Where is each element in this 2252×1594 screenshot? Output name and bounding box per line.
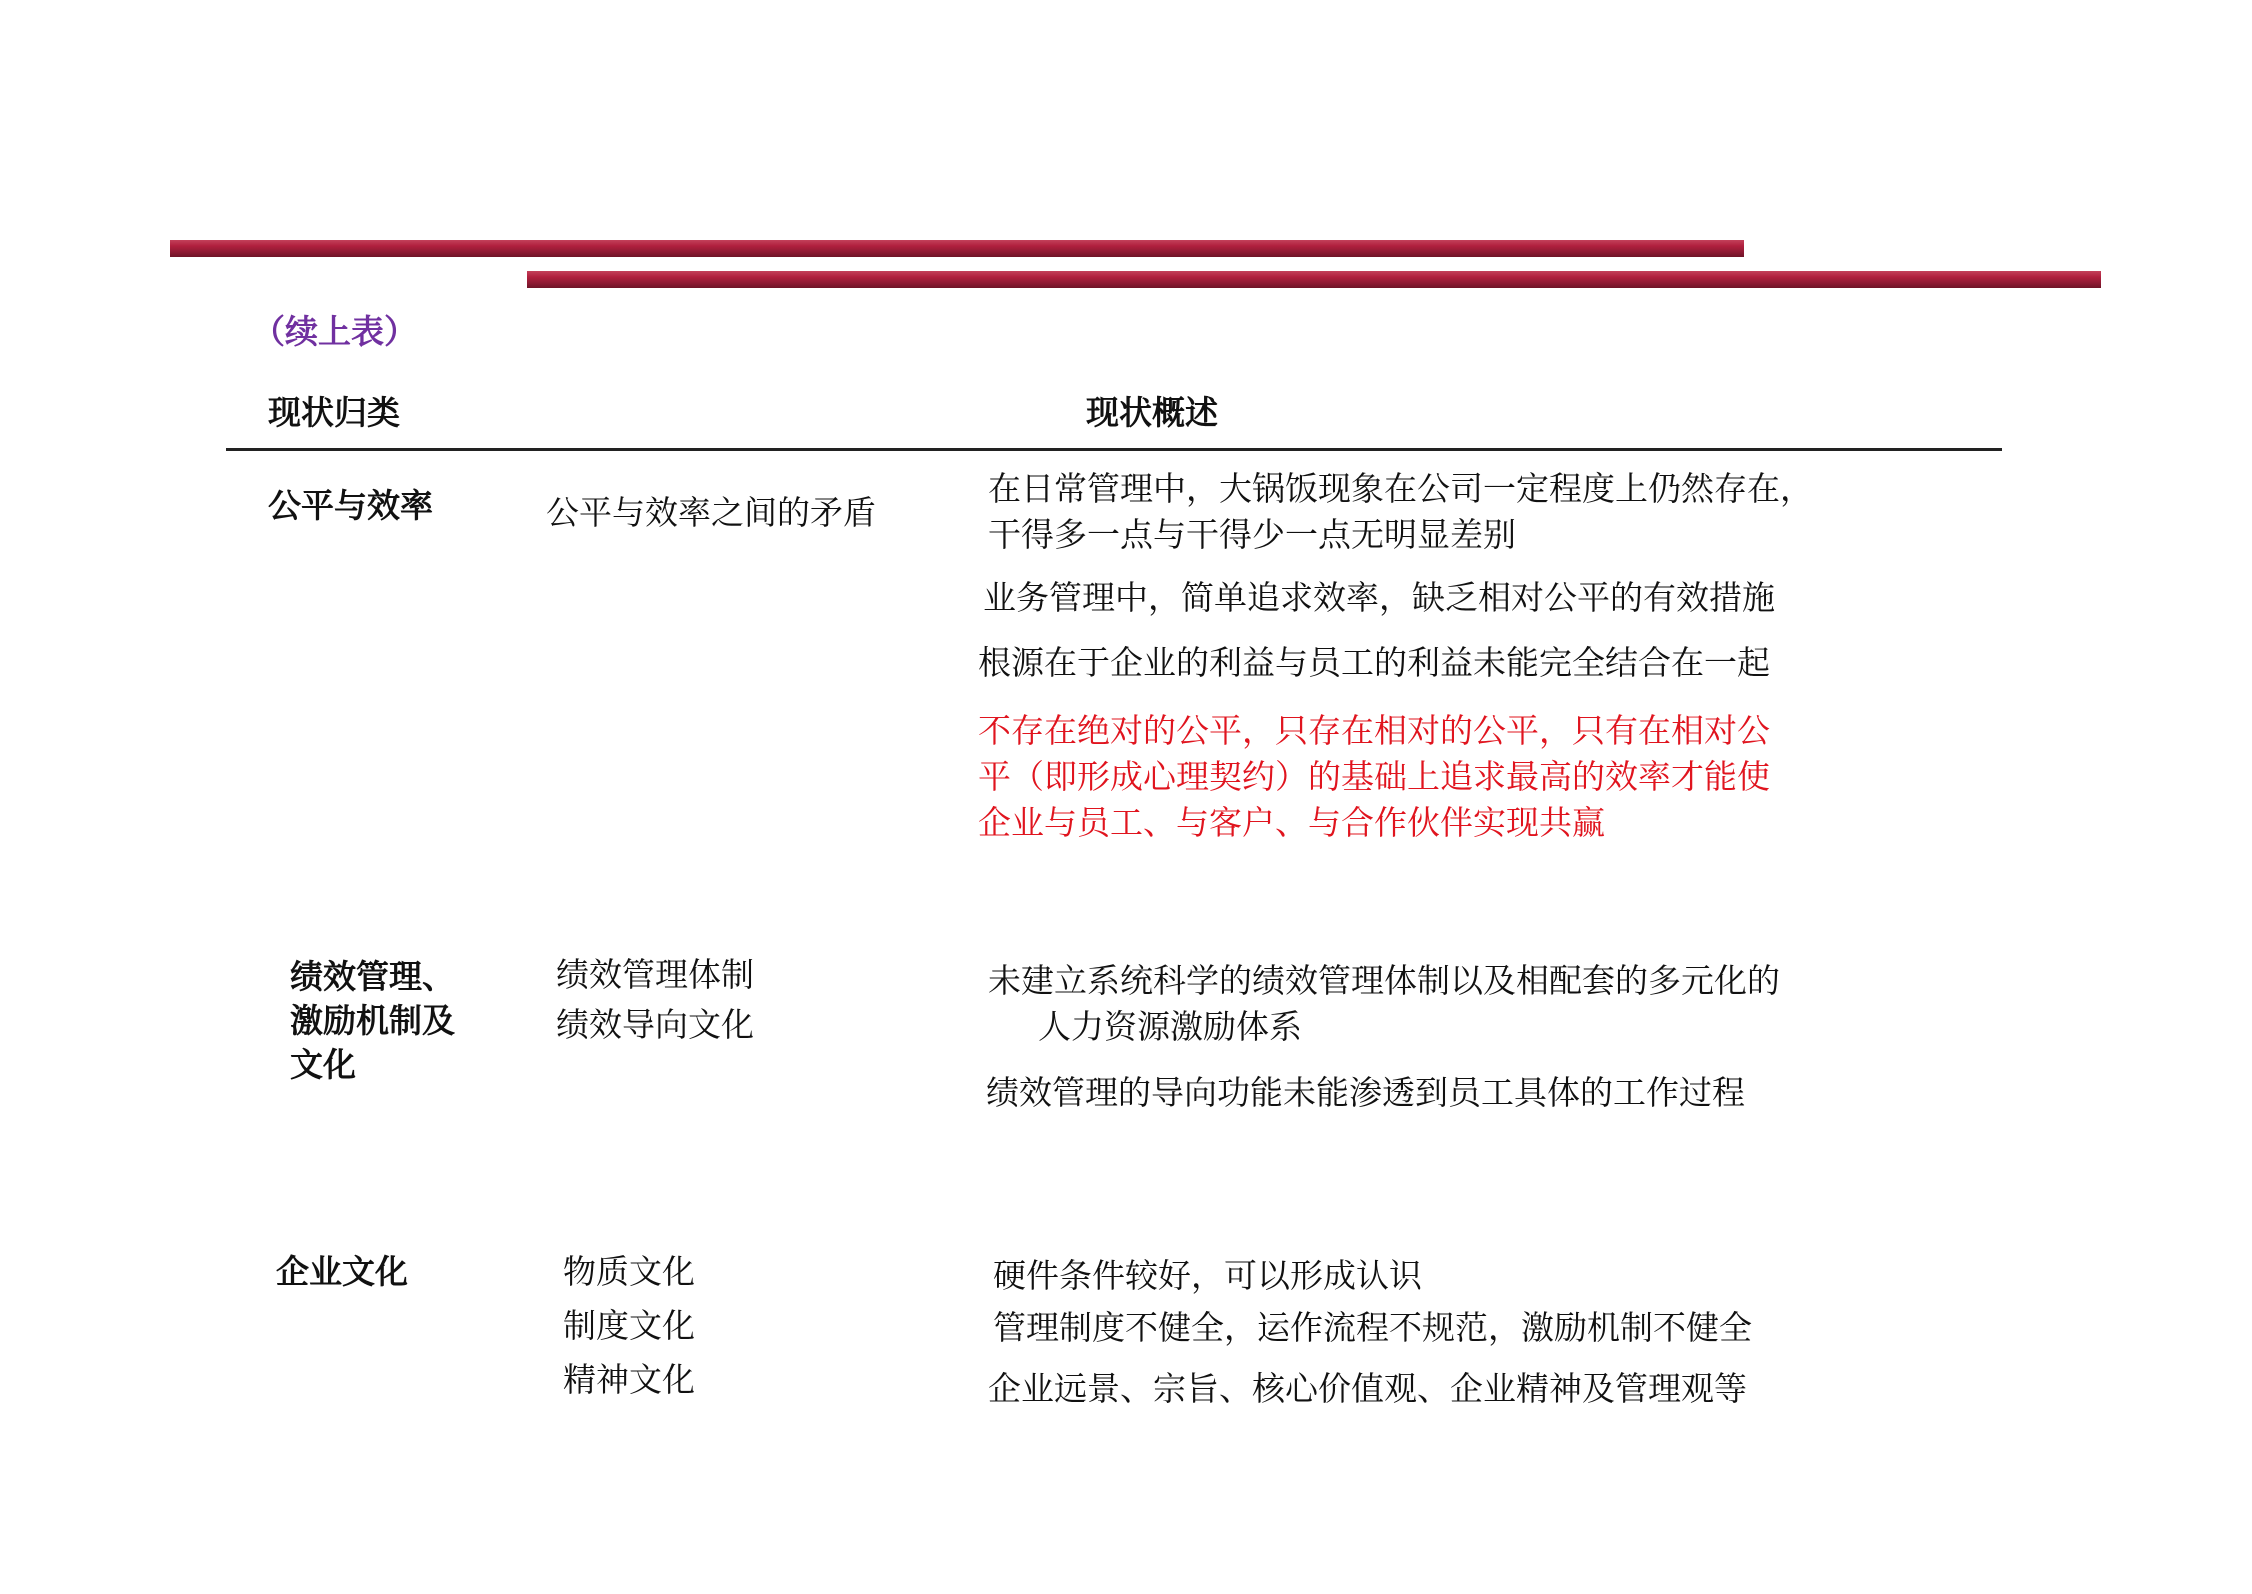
highlight-line: 不存在绝对的公平，只存在相对的公平，只有在相对公	[978, 711, 1770, 750]
subcategory-item: 精神文化	[563, 1360, 695, 1399]
description-line: 未建立系统科学的绩效管理体制以及相配套的多元化的	[988, 961, 1780, 1000]
category-line: 绩效管理、	[290, 957, 455, 996]
column-header-description: 现状概述	[1086, 393, 1218, 432]
row-subcategory-list	[563, 1245, 695, 1407]
row-description-block	[988, 466, 1813, 558]
row-description-line: 业务管理中，简单追求效率，缺乏相对公平的有效措施	[983, 578, 1775, 617]
category-line: 文化	[290, 1045, 356, 1084]
highlight-line: 企业与员工、与客户、与合作伙伴实现共赢	[978, 803, 1605, 842]
row-category-culture	[276, 1250, 408, 1294]
highlight-conclusion	[978, 708, 1770, 846]
subcategory-item: 公平与效率之间的矛盾	[546, 493, 876, 532]
description-line: 人力资源激励体系	[1038, 1007, 1302, 1046]
row-description-line: 根源在于企业的利益与员工的利益未能完全结合在一起	[978, 643, 1770, 682]
description-line: 硬件条件较好，可以形成认识	[993, 1256, 1422, 1295]
row-subcategory-list	[546, 488, 876, 538]
column-header-category: 现状归类	[268, 393, 400, 432]
category-line: 激励机制及	[290, 1001, 455, 1040]
subcategory-item: 绩效管理体制	[556, 955, 754, 994]
category-line: 公平与效率	[268, 486, 433, 525]
row-description-line: 绩效管理的导向功能未能渗透到员工具体的工作过程	[986, 1073, 1745, 1112]
row-category-fairness	[268, 484, 433, 528]
row-category-performance	[290, 955, 455, 1087]
description-line: 管理制度不健全，运作流程不规范，激励机制不健全	[993, 1308, 1752, 1347]
continued-table-note: （续上表）	[252, 312, 417, 351]
subcategory-item: 制度文化	[563, 1306, 695, 1345]
row-description-block	[993, 1250, 1752, 1354]
subcategory-item: 物质文化	[563, 1252, 695, 1291]
category-line: 企业文化	[276, 1252, 408, 1291]
description-line: 在日常管理中，大锅饭现象在公司一定程度上仍然存在，	[988, 469, 1813, 508]
row-subcategory-list	[556, 950, 754, 1050]
decorative-band-bottom	[527, 271, 2101, 288]
description-line: 干得多一点与干得少一点无明显差别	[988, 515, 1516, 554]
decorative-band-top	[170, 240, 1744, 257]
highlight-line: 平（即形成心理契约）的基础上追求最高的效率才能使	[978, 757, 1770, 796]
row-description-block	[988, 958, 1780, 1050]
header-divider	[226, 448, 2002, 451]
subcategory-item: 绩效导向文化	[556, 1005, 754, 1044]
row-description-line: 企业远景、宗旨、核心价值观、企业精神及管理观等	[988, 1369, 1747, 1408]
